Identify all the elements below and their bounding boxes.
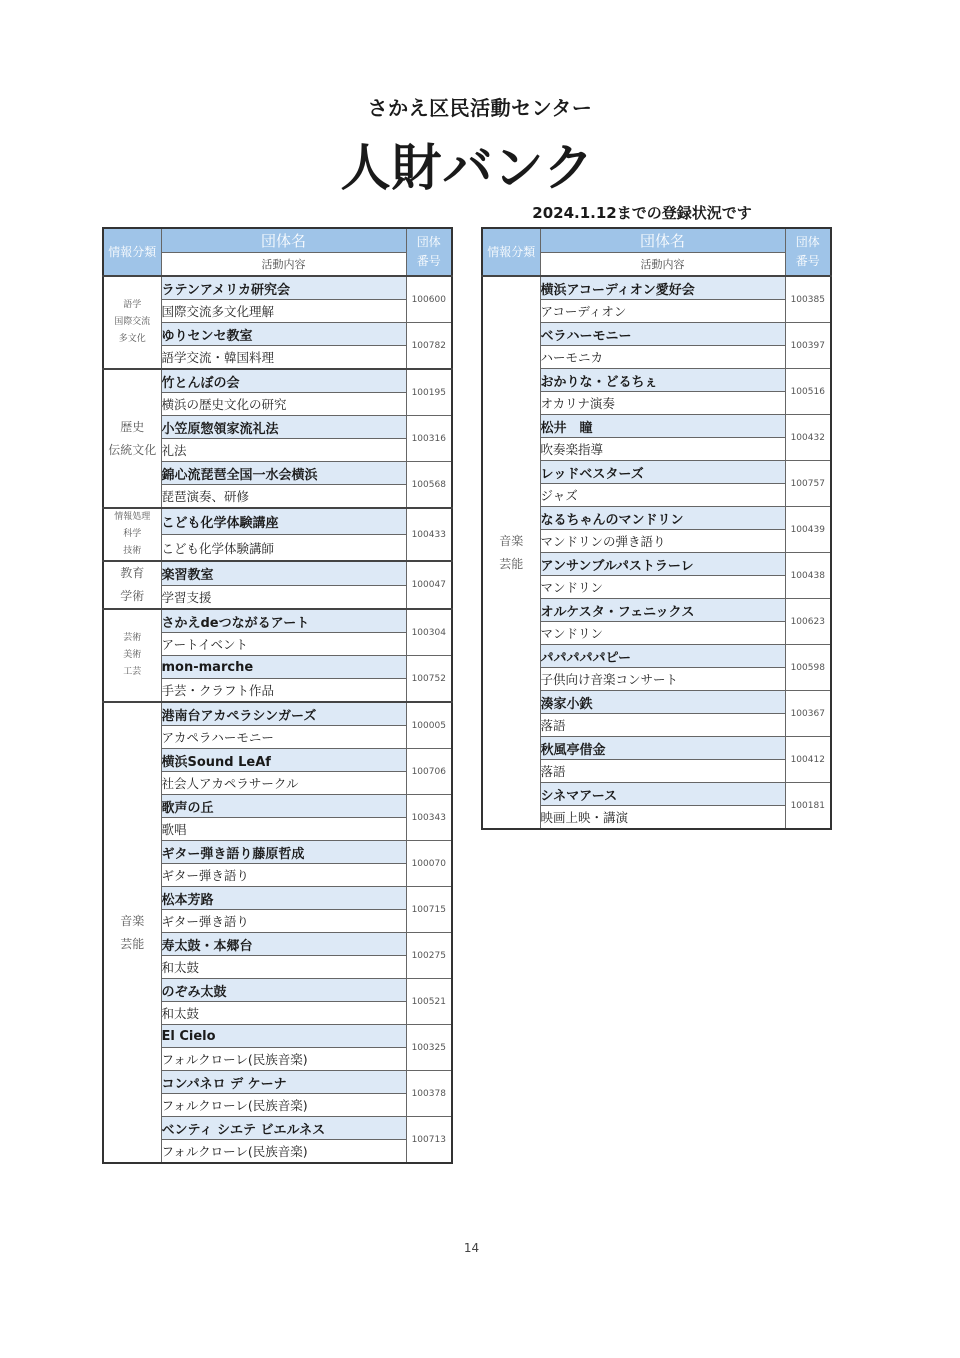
group-number: 100752 — [406, 656, 452, 703]
group-name: おかりな・どるちぇ — [540, 369, 785, 392]
activity-description: 語学交流・韓国料理 — [161, 346, 406, 370]
group-name: 秋風亭借金 — [540, 737, 785, 760]
category-cell: 情報処理 科学 技術 — [103, 508, 161, 561]
activity-description: 学習支援 — [161, 585, 406, 609]
activity-description: ギター弾き語り — [161, 864, 406, 887]
header-group-number: 団体 番号 — [785, 228, 831, 276]
group-number: 100195 — [406, 369, 452, 416]
group-number: 100304 — [406, 609, 452, 656]
group-number: 100715 — [406, 887, 452, 933]
group-name: レッドベスターズ — [540, 461, 785, 484]
group-name: 歌声の丘 — [161, 795, 406, 818]
group-number: 100433 — [406, 508, 452, 561]
table-row — [103, 702, 452, 726]
group-number: 100316 — [406, 416, 452, 462]
group-number: 100005 — [406, 702, 452, 749]
group-number: 100521 — [406, 979, 452, 1025]
group-name: 錦心流琵琶全国一水会横浜 — [161, 462, 406, 485]
group-number: 100181 — [785, 783, 831, 830]
activity-description: 子供向け音楽コンサート — [540, 668, 785, 691]
group-name: アンサンブルパストラーレ — [540, 553, 785, 576]
group-name: オルケスタ・フェニックス — [540, 599, 785, 622]
header-activity: 活動内容 — [540, 253, 785, 277]
activity-description: 和太鼓 — [161, 1002, 406, 1025]
group-number: 100757 — [785, 461, 831, 507]
group-number: 100412 — [785, 737, 831, 783]
activity-description: こども化学体験講師 — [161, 535, 406, 562]
activity-description: アートイベント — [161, 633, 406, 656]
activity-description: マンドリン — [540, 622, 785, 645]
activity-description: フォルクローレ(民族音楽) — [161, 1094, 406, 1117]
group-number: 100385 — [785, 276, 831, 323]
activity-description: 琵琶演奏、研修 — [161, 485, 406, 509]
group-name: 小笠原惣領家流礼法 — [161, 416, 406, 439]
activity-description: アカペラハーモニー — [161, 726, 406, 749]
talent-bank-table-left — [102, 227, 453, 1164]
group-name: ラテンアメリカ研究会 — [161, 276, 406, 300]
activity-description: 歌唱 — [161, 818, 406, 841]
header-group-name: 団体名 — [540, 228, 785, 253]
header-category: 情報分類 — [103, 228, 161, 276]
center-name: さかえ区民活動センター — [367, 96, 593, 120]
group-name: 港南台アカペラシンガーズ — [161, 702, 406, 726]
page-number: 14 — [463, 1241, 480, 1255]
activity-description: 手芸・クラフト作品 — [161, 679, 406, 703]
group-name: mon-marche — [161, 656, 406, 679]
group-name: 竹とんぼの会 — [161, 369, 406, 393]
group-name: 横浜Sound LeAf — [161, 749, 406, 772]
activity-description: 横浜の歴史文化の研究 — [161, 393, 406, 416]
table-row — [482, 276, 831, 300]
header-group-number: 団体 番号 — [406, 228, 452, 276]
group-name: ギター弾き語り藤原哲成 — [161, 841, 406, 864]
group-name: さかえdeつながるアート — [161, 609, 406, 633]
group-number: 100782 — [406, 323, 452, 370]
table-row — [103, 609, 452, 633]
group-number: 100325 — [406, 1025, 452, 1071]
activity-description: ジャズ — [540, 484, 785, 507]
group-name: 楽習教室 — [161, 561, 406, 585]
group-number: 100070 — [406, 841, 452, 887]
group-name: 松本芳路 — [161, 887, 406, 910]
group-number: 100047 — [406, 561, 452, 609]
group-number: 100713 — [406, 1117, 452, 1164]
category-cell: 音楽 芸能 — [482, 276, 540, 829]
table-row — [103, 561, 452, 585]
group-name: 寿太鼓・本郷台 — [161, 933, 406, 956]
activity-description: 礼法 — [161, 439, 406, 462]
group-number: 100706 — [406, 749, 452, 795]
activity-description: ギター弾き語り — [161, 910, 406, 933]
activity-description: 国際交流多文化理解 — [161, 300, 406, 323]
activity-description: 吹奏楽指導 — [540, 438, 785, 461]
header-category: 情報分類 — [482, 228, 540, 276]
table-row — [103, 508, 452, 535]
table-row — [103, 276, 452, 300]
activity-description: フォルクローレ(民族音楽) — [161, 1048, 406, 1071]
activity-description: マンドリンの弾き語り — [540, 530, 785, 553]
group-name: こども化学体験講座 — [161, 508, 406, 535]
category-cell: 歴史 伝統文化 — [103, 369, 161, 508]
activity-description: アコーディオン — [540, 300, 785, 323]
activity-description: ハーモニカ — [540, 346, 785, 369]
activity-description: 和太鼓 — [161, 956, 406, 979]
category-cell: 芸術 美術 工芸 — [103, 609, 161, 702]
activity-description: 映画上映・講演 — [540, 806, 785, 830]
group-name: なるちゃんのマンドリン — [540, 507, 785, 530]
group-name: のぞみ太鼓 — [161, 979, 406, 1002]
group-name: ベラハーモニー — [540, 323, 785, 346]
page-title: 人財バンク — [340, 139, 595, 197]
group-name: 横浜アコーディオン愛好会 — [540, 276, 785, 300]
group-name: 湊家小鉄 — [540, 691, 785, 714]
group-number: 100397 — [785, 323, 831, 369]
group-number: 100343 — [406, 795, 452, 841]
group-name: シネマアース — [540, 783, 785, 806]
activity-description: 落語 — [540, 714, 785, 737]
header-group-name: 団体名 — [161, 228, 406, 253]
category-cell: 音楽 芸能 — [103, 702, 161, 1163]
group-number: 100600 — [406, 276, 452, 323]
activity-description: 社会人アカペラサークル — [161, 772, 406, 795]
group-name: 松井 瞳 — [540, 415, 785, 438]
group-number: 100275 — [406, 933, 452, 979]
category-cell: 語学 国際交流 多文化 — [103, 276, 161, 369]
group-name: パパパパパピー — [540, 645, 785, 668]
group-name: コンパネロ デ ケーナ — [161, 1071, 406, 1094]
group-number: 100367 — [785, 691, 831, 737]
header-activity: 活動内容 — [161, 253, 406, 277]
group-name: ベンティ シエテ ビエルネス — [161, 1117, 406, 1140]
registration-status-note: 2024.1.12までの登録状況です — [532, 204, 752, 222]
talent-bank-table-right — [481, 227, 832, 830]
activity-description: オカリナ演奏 — [540, 392, 785, 415]
group-number: 100432 — [785, 415, 831, 461]
group-number: 100378 — [406, 1071, 452, 1117]
group-name: ゆりセンセ教室 — [161, 323, 406, 346]
group-number: 100568 — [406, 462, 452, 509]
group-number: 100598 — [785, 645, 831, 691]
activity-description: マンドリン — [540, 576, 785, 599]
group-number: 100516 — [785, 369, 831, 415]
activity-description: 落語 — [540, 760, 785, 783]
table-row — [103, 369, 452, 393]
group-number: 100439 — [785, 507, 831, 553]
category-cell: 教育 学術 — [103, 561, 161, 609]
group-number: 100623 — [785, 599, 831, 645]
group-name: El Cielo — [161, 1025, 406, 1048]
activity-description: フォルクローレ(民族音楽) — [161, 1140, 406, 1164]
group-number: 100438 — [785, 553, 831, 599]
